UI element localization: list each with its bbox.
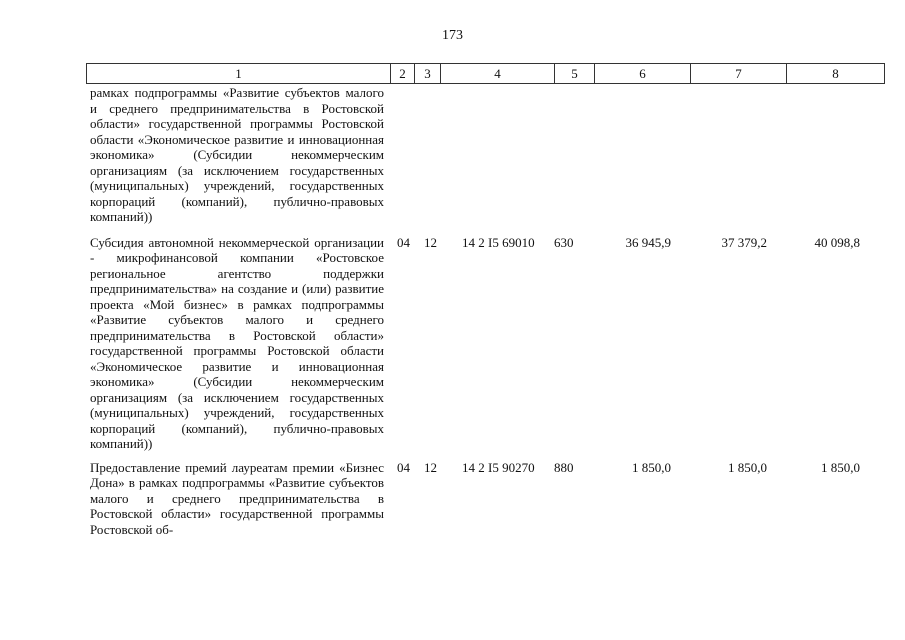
page-number: 173 [442,28,463,43]
row-rz: 04 [397,459,410,475]
column-header-5: 5 [555,64,595,84]
row-description: Субсидия автономной некоммерческой организации - микрофинансовой компании «Ростовское региональное агентство поддержки предпринимательства» на создание и (или) развитие проекта «Мой бизнес» в рамках подпрограммы «Развитие субъектов малого и среднего предпринимательства в Ростовской области» государственной программы Ростовской области «Экономическое развитие и инновационная экономика» (Субсидии некоммерческим организациям (за исключением государственных (муниципальных) учреждений, государственных корпораций (компаний), публично-правовых компаний)) [90,234,384,451]
budget-table-body [86,85,884,537]
row-pr: 12 [424,234,437,250]
row-csr: 14 2 I5 90270 [462,459,535,475]
column-header-row [87,64,885,84]
row-rz: 04 [397,234,410,250]
table-row [86,460,884,538]
column-header-1: 1 [87,64,391,84]
table-row [86,85,884,225]
row-description: рамках подпрограммы «Развитие субъектов малого и среднего предпринимательства в Ростовской области» государственной программы Ростовской области «Экономическое развитие и инновационная экономика» (Субсидии некоммерческим организациям (за исключением государственных (муниципальных) учреждений, государственных корпораций (компаний), публично-правовых компаний)) [90,85,384,224]
row-amount-3: 40 098,8 [814,234,860,250]
column-header-table [86,63,885,84]
column-header-8: 8 [787,64,885,84]
row-amount-1: 1 850,0 [632,459,671,475]
row-vr: 630 [554,234,574,250]
column-header-3: 3 [415,64,441,84]
column-header-4: 4 [441,64,555,84]
column-header-7: 7 [691,64,787,84]
row-amount-2: 37 379,2 [721,234,767,250]
row-amount-3: 1 850,0 [821,459,860,475]
row-vr: 880 [554,459,574,475]
row-amount-1: 36 945,9 [625,234,671,250]
row-amount-2: 1 850,0 [728,459,767,475]
row-pr: 12 [424,459,437,475]
table-row [86,235,884,452]
row-description: Предоставление премий лауреатам премии «Бизнес Дона» в рамках подпрограммы «Развитие субъектов малого и среднего предпринимательства в Ростовской области» государственной программы Ростовской об- [90,459,384,537]
row-csr: 14 2 I5 69010 [462,234,535,250]
column-header-2: 2 [391,64,415,84]
column-header-6: 6 [595,64,691,84]
